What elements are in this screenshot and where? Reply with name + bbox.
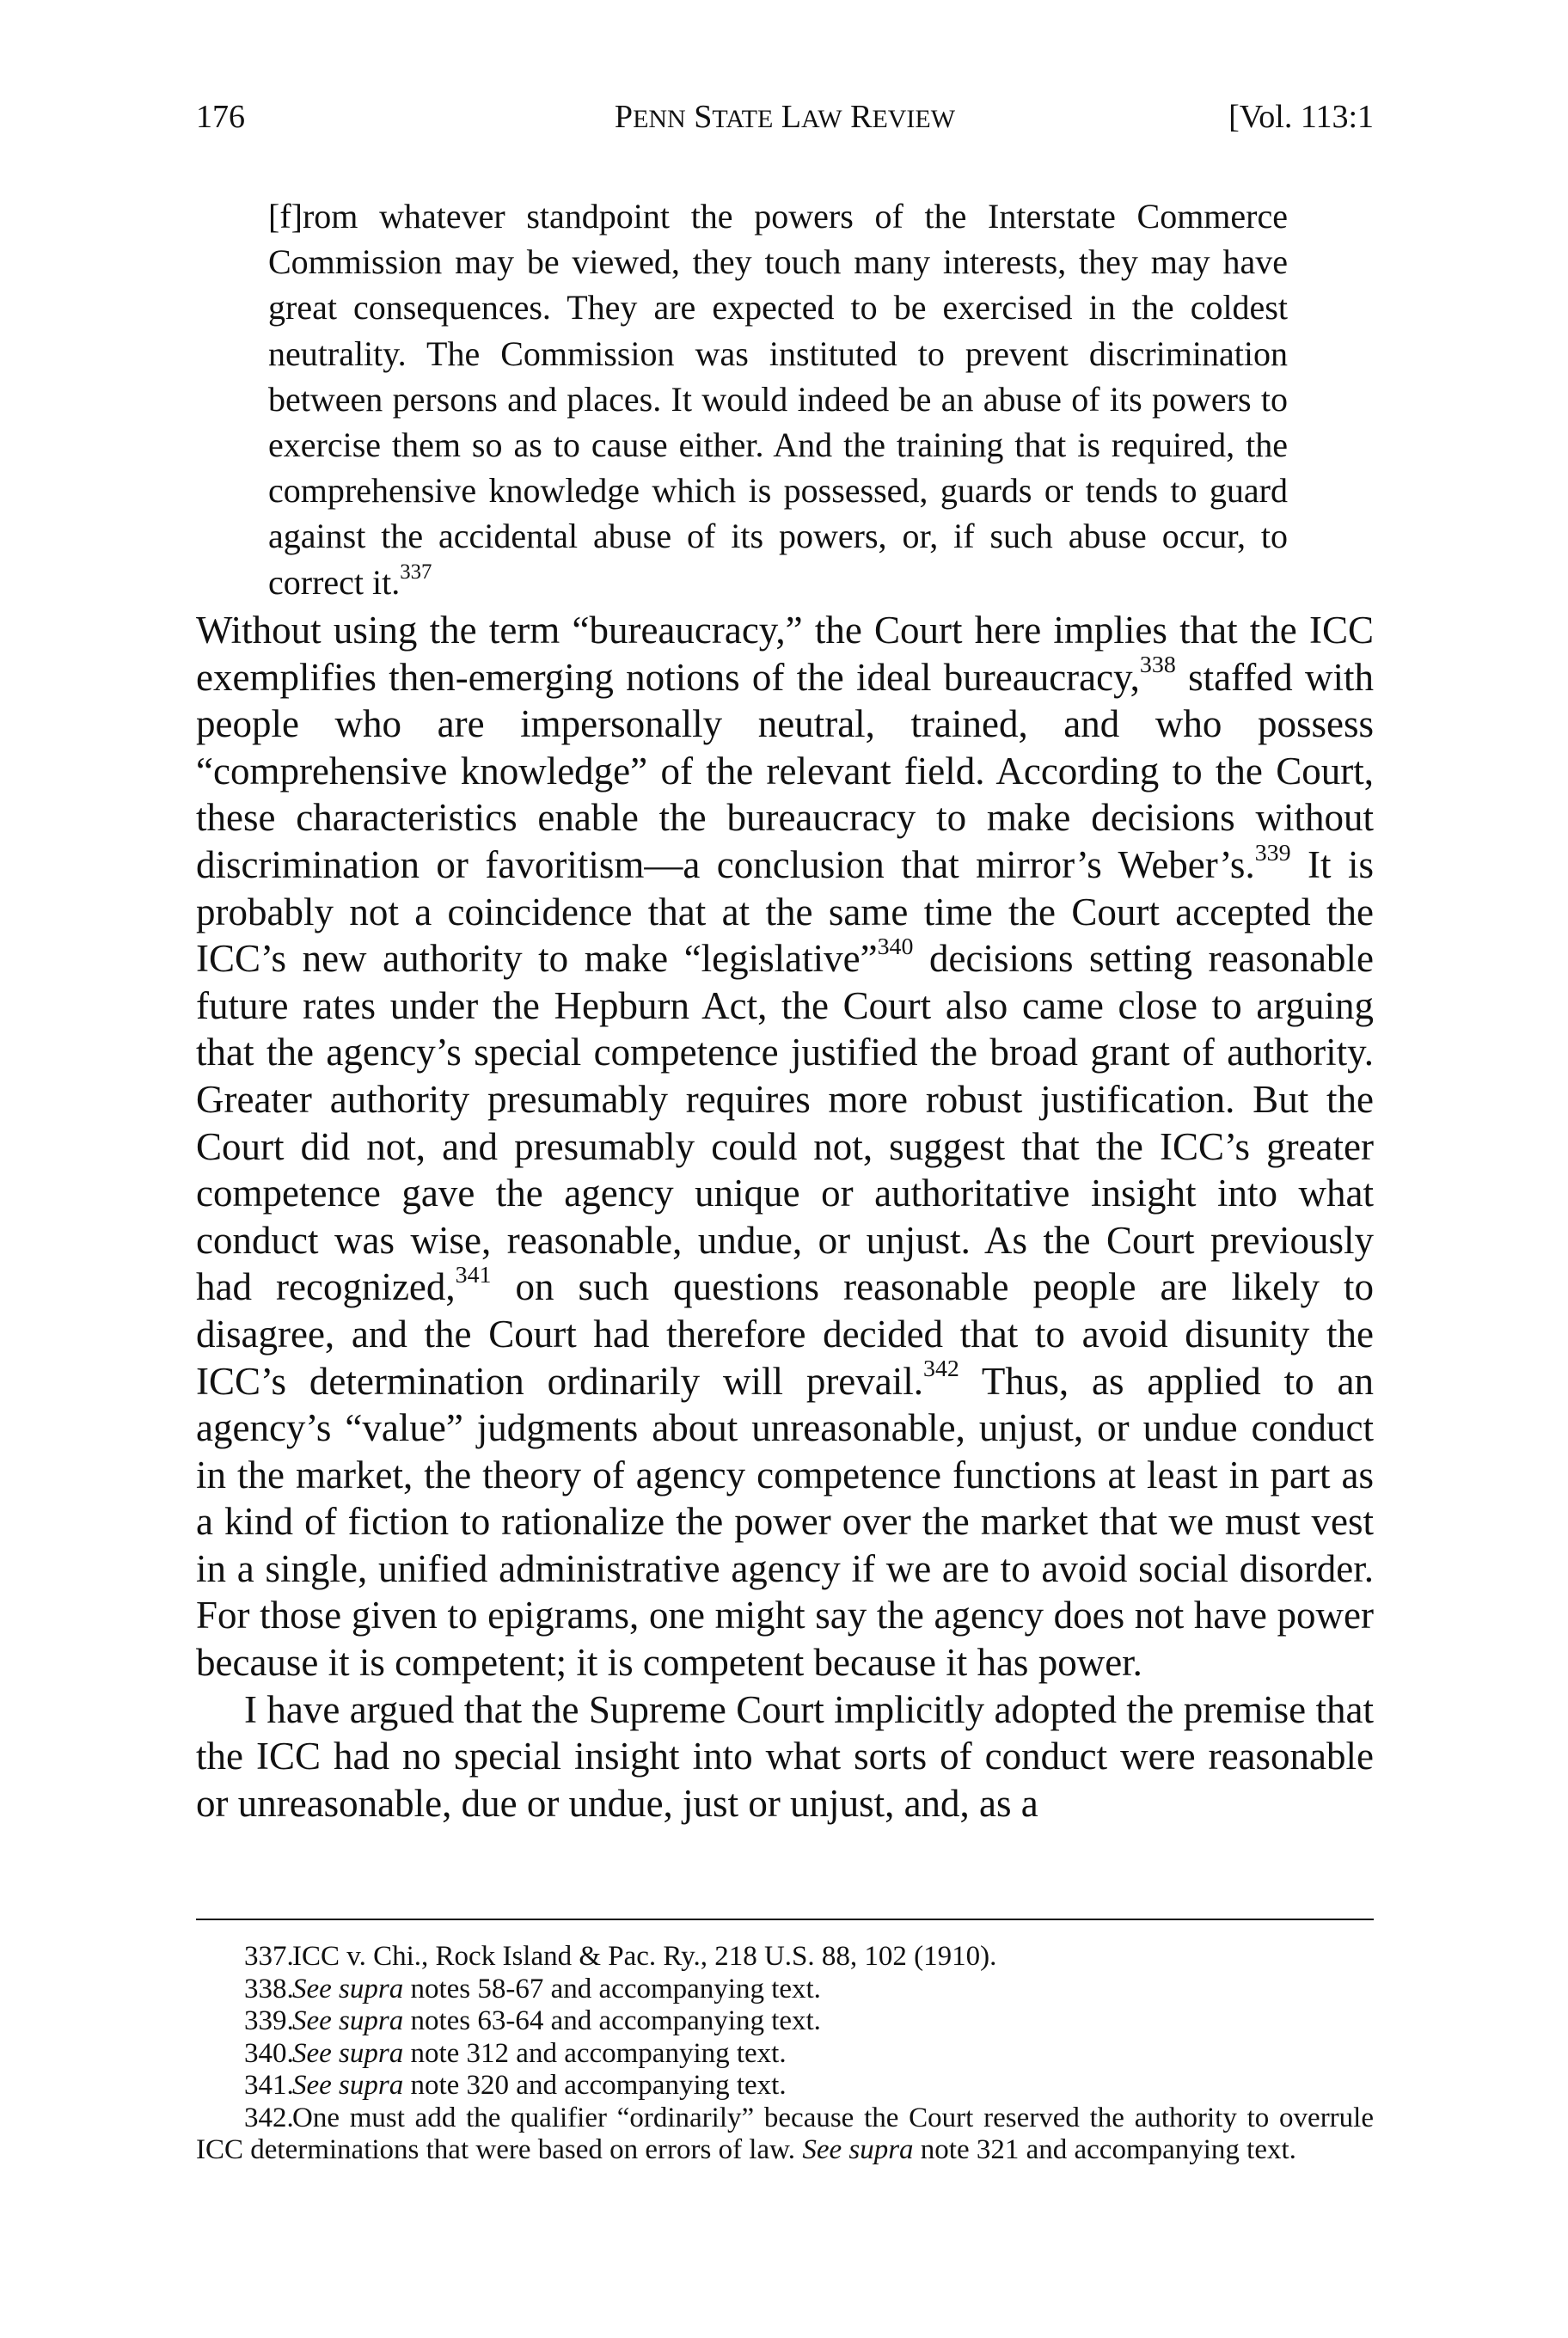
citation-signal: See supra [292, 1973, 404, 2004]
paragraph [196, 1686, 1374, 1827]
footnote [196, 1974, 1374, 2006]
footnote-divider [196, 1919, 1374, 1920]
text-segment: It is probably not a coincidence that at the same time the Court accepted the ICC’s new authority to make “legislative” [196, 842, 1374, 981]
footnotes [196, 1941, 1374, 2167]
footnote-ref: 338 [1139, 652, 1176, 679]
footnote-ref: 337 [400, 560, 432, 584]
footnote-ref: 340 [877, 933, 914, 960]
footnote-number: 340. [244, 2037, 294, 2069]
running-header [196, 98, 1374, 150]
footnote [196, 1941, 1374, 1974]
citation-signal: See supra [802, 2134, 914, 2165]
footnote-ref: 342 [923, 1356, 959, 1383]
page-number: 176 [196, 99, 245, 135]
journal-title [196, 98, 1374, 136]
body-text [196, 607, 1374, 1827]
volume-label: [Vol. 113:1 [1228, 99, 1374, 135]
citation-signal: See supra [292, 2037, 404, 2069]
footnote-number: 342. [244, 2102, 294, 2133]
footnote-text: notes 63-64 and accompanying text. [403, 2005, 821, 2036]
footnote-ref: 341 [455, 1262, 492, 1289]
text-segment: Without using the term “bureaucracy,” the Court here implies that the ICC exemplifies then-emerging notions of the ideal bureaucracy, [196, 609, 1374, 699]
footnote-text: note 312 and accompanying text. [403, 2037, 787, 2069]
footnote-text: note 321 and accompanying text. [913, 2134, 1296, 2165]
text-segment: on such questions reasonable people are likely to disagree, and the Court had therefore decided that to avoid disunity the ICC’s determination ordinarily will prevail. [196, 1265, 1374, 1403]
footnote-number: 341. [244, 2070, 294, 2101]
citation-signal: See supra [292, 2070, 404, 2101]
footnote-text: notes 58-67 and accompanying text. [403, 1973, 821, 2004]
block-quote-text: [f]rom whatever standpoint the powers of the Interstate Commerce Commission may be viewed, they touch many interests, they may have great consequences. They are expected to be exercised in the coldest neutrality. The Commission was instituted to prevent discrimination between persons and places. It would indeed be an abuse of its powers to exercise them so as to cause either. And the training that is required, the comprehensive knowledge which is possessed, guards or tends to guard against the accidental abuse of its powers, or, if such abuse occur, to correct it. [268, 197, 1288, 602]
text-segment: I have argued that the Supreme Court implicitly adopted the premise that the ICC had no special insight into what sorts of conduct were reasonable or unreasonable, due or undue, just or unjust, and, as a [196, 1687, 1374, 1825]
footnote-number: 337. [244, 1941, 294, 1972]
footnote [196, 2038, 1374, 2071]
block-quote [268, 193, 1288, 605]
footnote-text: ICC v. Chi., Rock Island & Pac. Ry., 218 U.S. 88, 102 (1910). [292, 1941, 997, 1972]
footnote-ref: 339 [1254, 839, 1291, 866]
text-segment: staffed with people who are impersonally neutral, trained, and who possess “comprehensive knowledge” of the relevant field. According to the Court, these characteristics enable the bureaucracy to make decisions without discrimination or favoritism—a conclusion that mirror’s Weber’s. [196, 655, 1374, 886]
paragraph [196, 607, 1374, 1686]
text-segment: Thus, as applied to an agency’s “value” judgments about unreasonable, unjust, or undue conduct in the market, the theory of agency competence functions at least in part as a kind of fiction to rationalize the power over the market that we must vest in a single, unified administrative agency if we are to avoid social disorder. For those given to epigrams, one might say the agency does not have power because it is competent; it is competent because it has power. [196, 1359, 1374, 1685]
text-segment: decisions setting reasonable future rates under the Hepburn Act, the Court also came close to arguing that the agency’s special competence justified the broad grant of authority. Greater authority presumably requires more robust justification. But the Court did not, and presumably could not, suggest that the ICC’s greater competence gave the agency unique or authoritative insight into what conduct was wise, reasonable, undue, or unjust. As the Court previously had recognized, [196, 937, 1374, 1309]
footnote [196, 2102, 1374, 2167]
footnote-number: 338. [244, 1973, 294, 2004]
footnote-text: One must add the qualifier “ordinarily” because the Court reserved the authority to overrule ICC determinations that were based on errors of law. [196, 2102, 1374, 2165]
citation-signal: See supra [292, 2005, 404, 2036]
footnote-text: note 320 and accompanying text. [403, 2070, 787, 2101]
footnote [196, 2070, 1374, 2102]
footnote [196, 2005, 1374, 2038]
footnote-number: 339. [244, 2005, 294, 2036]
journal-title-text: PENN STATE LAW REVIEW [614, 99, 956, 135]
